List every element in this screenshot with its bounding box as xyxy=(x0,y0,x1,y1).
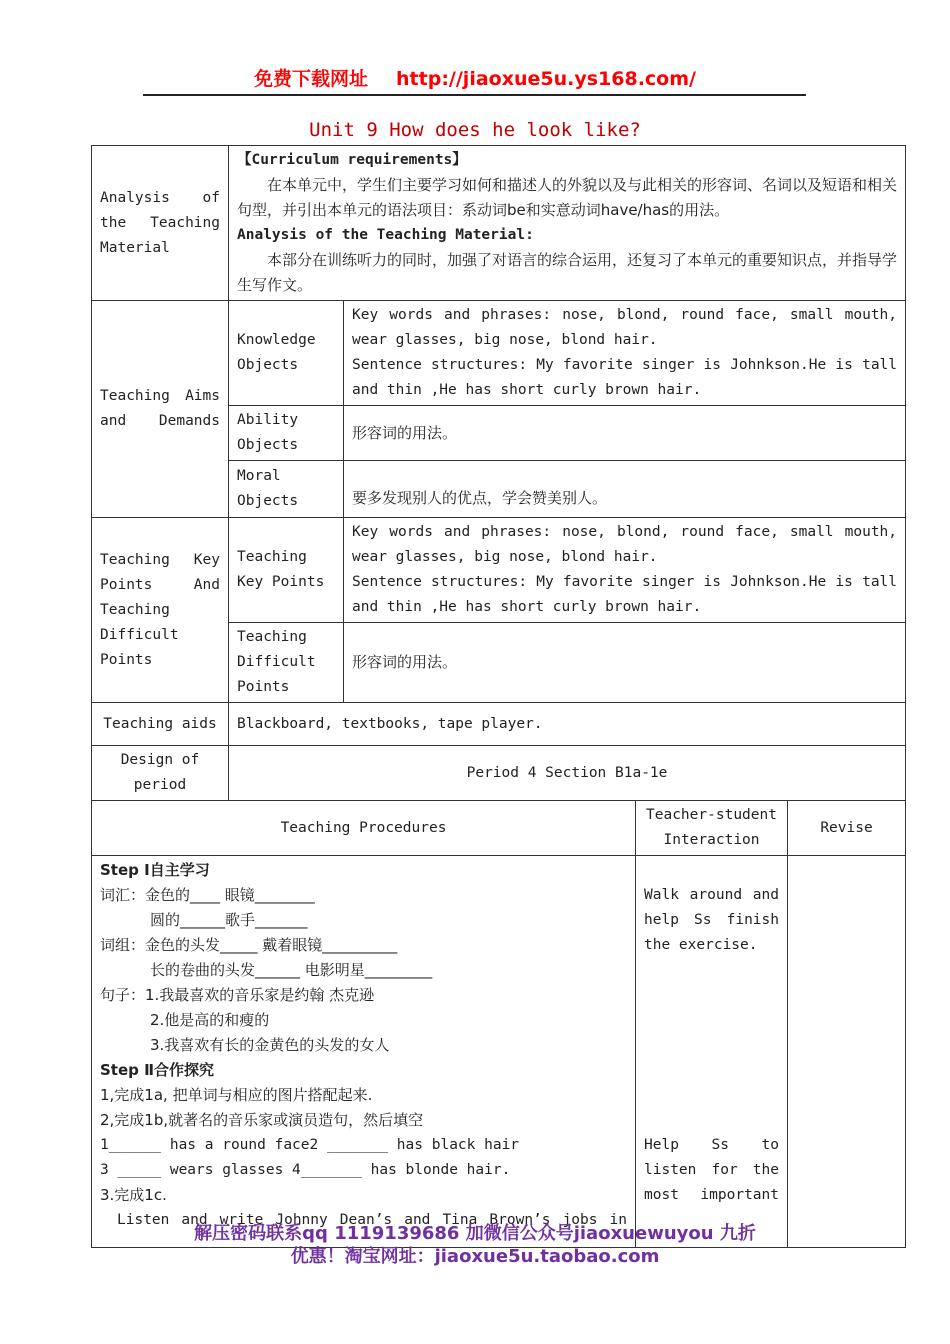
knowledge-row xyxy=(92,301,906,406)
interaction-line: Help Ss to xyxy=(644,1137,779,1153)
header-label: 免费下载网址 xyxy=(254,68,369,90)
ability-label: Ability Objects xyxy=(229,406,344,461)
lesson-plan-table xyxy=(91,145,906,1248)
aims-label: Teaching Aims and Demands xyxy=(92,301,229,518)
task-line: 1,完成1a, 把单词与相应的图片搭配起来. xyxy=(100,1086,373,1104)
interaction-line: Walk around and xyxy=(644,887,779,903)
key-points-label: Teaching Key Points And Teaching Difficult Points xyxy=(92,518,229,703)
key-line: wear glasses, big nose, blond hair. xyxy=(352,549,658,565)
key-line: and thin ,He has short curly brown hair. xyxy=(352,599,702,615)
material-heading: Analysis of the Teaching Material: xyxy=(237,227,534,243)
knowledge-line: Key words and phrases: nose, blond, round face, small mouth, xyxy=(352,307,898,323)
interaction-line: help Ss finish xyxy=(644,912,779,928)
ability-text: 形容词的用法。 xyxy=(344,406,906,461)
sentence-line: 3.我喜欢有长的金黄色的头发的女人 xyxy=(150,1036,390,1054)
material-text: 本部分在训练听力的同时，加强了对语言的综合运用，还复习了本单元的重要知识点，并指导学生写作文。 xyxy=(237,251,898,294)
analysis-label: Analysis of the Teaching Material xyxy=(92,146,229,301)
knowledge-line: and thin ,He has short curly brown hair. xyxy=(352,382,702,398)
aids-row xyxy=(92,703,906,746)
header-url-link[interactable]: http://jiaoxue5u.ys168.com/ xyxy=(396,68,696,90)
procedures-header: Teaching Procedures xyxy=(92,801,636,856)
footer-line: 优惠！淘宝网址：jiaoxue5u.taobao.com xyxy=(290,1246,660,1267)
interaction-content xyxy=(636,856,788,1248)
footer-line: 解压密码联系qq 1119139686 加微信公众号jiaoxuewuyou 九折 xyxy=(194,1223,756,1244)
design-text: Period 4 Section B1a-1e xyxy=(229,746,906,801)
step2-heading: Step Ⅱ合作探究 xyxy=(100,1061,214,1079)
key-line: Key words and phrases: nose, blond, round face, small mouth, xyxy=(352,524,898,540)
knowledge-line: wear glasses, big nose, blond hair. xyxy=(352,332,658,348)
task-line: 3.完成1c. xyxy=(100,1186,167,1204)
phrase-line: 长的卷曲的头发______ 电影明星_________ xyxy=(150,961,433,979)
design-row xyxy=(92,746,906,801)
vocab-line: 圆的______歌手_______ xyxy=(150,911,308,929)
revise-content xyxy=(788,856,906,1248)
analysis-row xyxy=(92,146,906,301)
task-line: 2,完成1b,就著名的音乐家或演员造句，然后填空 xyxy=(100,1111,424,1129)
fill-line: 3 _____ wears glasses 4_______ has blonde hair. xyxy=(100,1162,511,1178)
moral-text: 要多发现别人的优点，学会赞美别人。 xyxy=(344,461,906,518)
header-divider xyxy=(143,94,806,96)
analysis-content xyxy=(229,146,906,301)
listen-line: Listen and write Johnny Dean’s and Tina Brown’s jobs in xyxy=(117,1212,627,1228)
sentence-line: 2.他是高的和瘦的 xyxy=(150,1011,270,1029)
key-points-row xyxy=(92,518,906,623)
page-title: Unit 9 How does he look like? xyxy=(309,119,641,141)
fill-line: 1______ has a round face2 _______ has black hair xyxy=(100,1137,520,1153)
vocab-line: 词汇：金色的____ 眼镜________ xyxy=(100,886,315,904)
curriculum-text: 在本单元中，学生们主要学习如何和描述人的外貌以及与此相关的形容词、名词以及短语和相关句型，并引出本单元的语法项目：系动词be和实意动词have/has的用法。 xyxy=(237,176,898,219)
revise-header: Revise xyxy=(788,801,906,856)
interaction-line: the exercise. xyxy=(644,937,758,953)
key-points-content xyxy=(344,518,906,623)
curriculum-heading: 【Curriculum requirements】 xyxy=(237,152,467,168)
knowledge-line: Sentence structures: My favorite singer is Johnkson.He is tall xyxy=(352,357,898,373)
steps-content xyxy=(92,856,636,1248)
moral-label: Moral Objects xyxy=(229,461,344,518)
aids-text: Blackboard, textbooks, tape player. xyxy=(229,703,906,746)
phrase-line: 词组：金色的头发_____ 戴着眼镜__________ xyxy=(100,936,398,954)
interaction-line: most important xyxy=(644,1187,779,1203)
difficult-points-text: 形容词的用法。 xyxy=(344,623,906,703)
interaction-header: Teacher-student Interaction xyxy=(636,801,788,856)
knowledge-label: Knowledge Objects xyxy=(229,301,344,406)
aids-label: Teaching aids xyxy=(92,703,229,746)
key-line: Sentence structures: My favorite singer is Johnkson.He is tall xyxy=(352,574,898,590)
design-label: Design of period xyxy=(92,746,229,801)
procedures-header-row xyxy=(92,801,906,856)
difficult-points-label: Teaching Difficult Points xyxy=(229,623,344,703)
step1-heading: Step Ⅰ自主学习 xyxy=(100,861,210,879)
header-banner xyxy=(0,64,950,91)
key-points-sublabel: Teaching Key Points xyxy=(229,518,344,623)
interaction-line: listen for the xyxy=(644,1162,779,1178)
steps-row xyxy=(92,856,906,1248)
knowledge-content xyxy=(344,301,906,406)
sentence-line: 句子：1.我最喜欢的音乐家是约翰 杰克逊 xyxy=(100,986,375,1004)
